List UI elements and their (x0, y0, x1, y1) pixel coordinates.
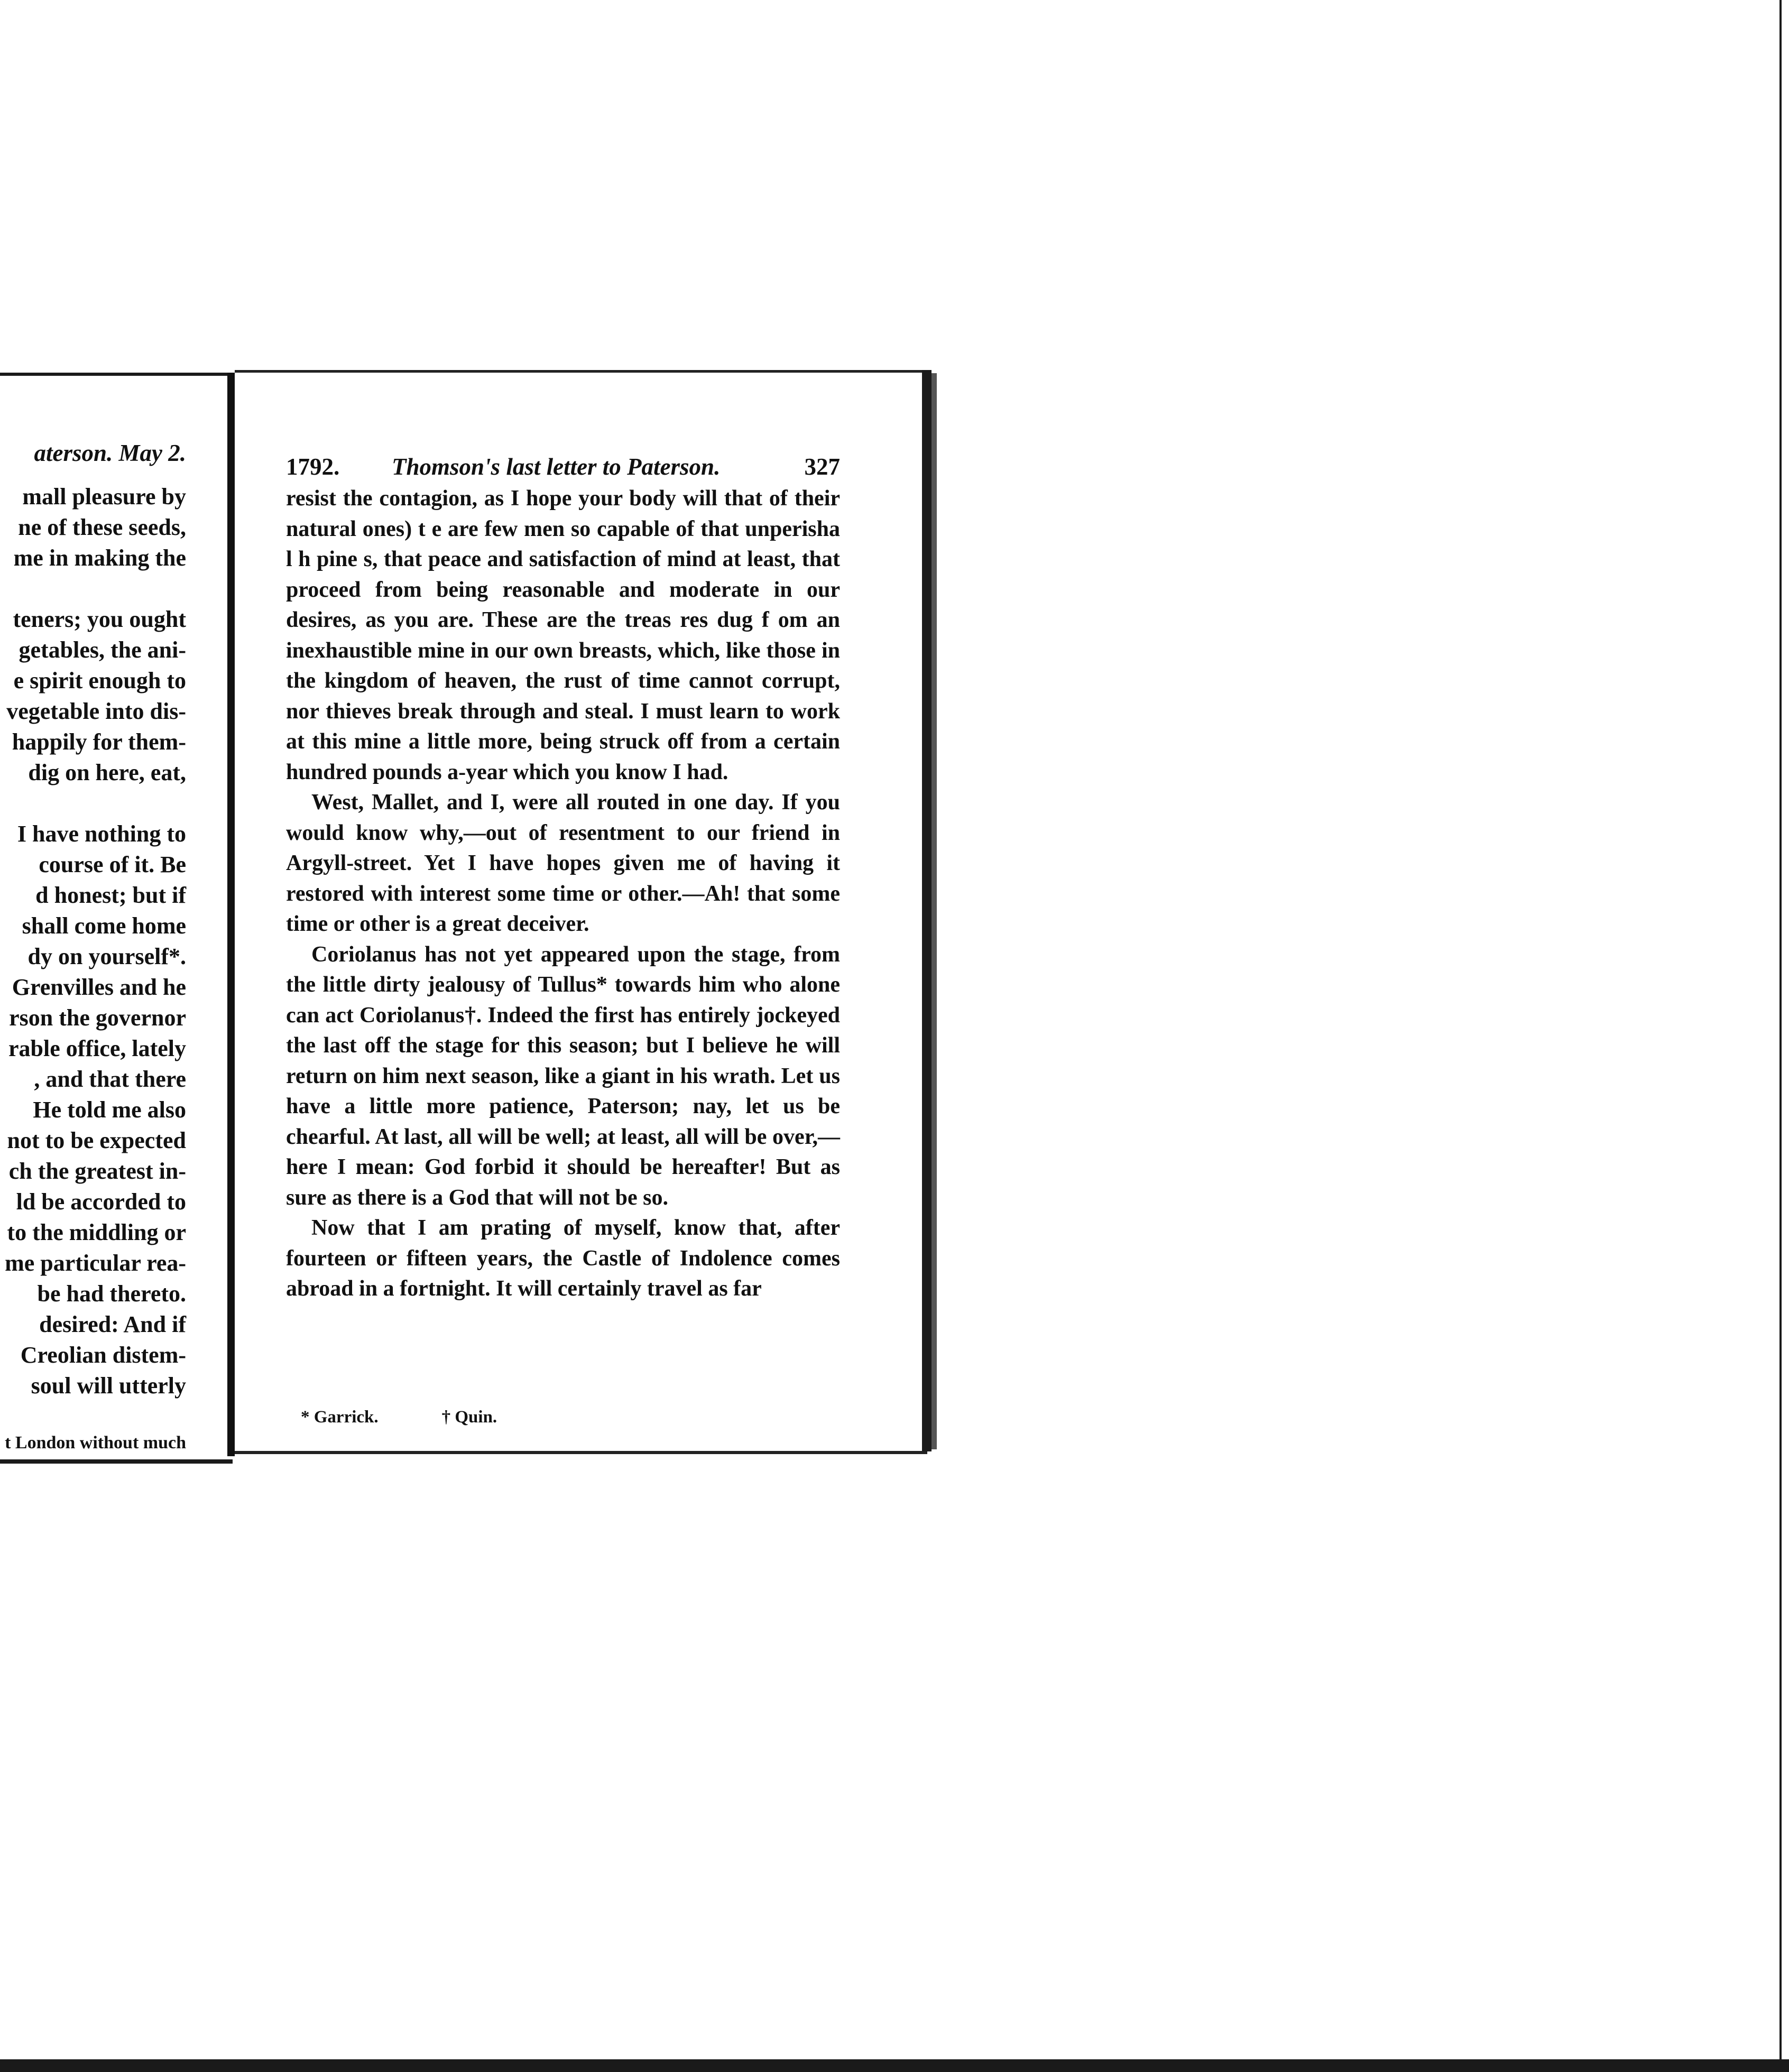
left-text-line: happily for them- (12, 729, 186, 755)
paragraph: Coriolanus has not yet appeared upon the stage, from the little dirty jealousy of Tullus* towards him who alone can act Coriolanus†. Indeed the first has entirely jockeyed the last off the stage for this season; but I believe he will return on him next season, like a giant in his wrath. Let us have a little more patience, Paterson; nay, let us be chearful. At last, all will be well; at least, all will be over,—here I mean: God forbid it should be hereafter! But as sure as there is a God that will not be so. (286, 942, 840, 1210)
left-text-line: desired: And if (39, 1311, 186, 1337)
scan-edge-right (1779, 0, 1782, 2072)
left-text-line: shall come home (22, 913, 186, 939)
left-text-line: Grenvilles and he (12, 974, 186, 1000)
left-text-line: to the middling or (7, 1219, 186, 1245)
left-text-line: not to be expected (7, 1127, 186, 1153)
footnote-quin: † Quin. (441, 1408, 497, 1427)
paragraph: Now that I am prating of myself, know that, after fourteen or fifteen years, the Castle of Indolence comes abroad in a fortnight. It will certainly travel as far (286, 1216, 840, 1301)
running-head (286, 453, 840, 483)
left-text-line: ch the greatest in- (8, 1158, 186, 1184)
left-text-line: d honest; but if (35, 882, 186, 908)
page-edge-thickness (922, 370, 932, 1451)
left-text-line: dig on here, eat, (28, 760, 186, 785)
left-text-line: ne of these seeds, (18, 514, 186, 540)
left-text-line: dy on yourself*. (27, 944, 186, 969)
right-page (235, 370, 927, 1454)
scan-edge-bottom (0, 2059, 1789, 2072)
running-head-title: Thomson's last letter to Paterson. (392, 454, 721, 480)
running-head-year: 1792. (286, 454, 340, 480)
left-text-line: me in making the (13, 545, 186, 571)
left-text-line (5, 788, 186, 819)
book-gutter (227, 373, 235, 1456)
page-edge-shadow (932, 373, 937, 1449)
left-footnote: t London without much (5, 1433, 186, 1453)
footnote-garrick: * Garrick. (301, 1408, 379, 1427)
left-text-line: , and that there (34, 1066, 186, 1092)
left-text-line: mall pleasure by (22, 484, 186, 510)
left-text-line: vegetable into dis- (6, 698, 186, 724)
left-text-line: rable office, lately (8, 1035, 186, 1061)
left-text-line: I have nothing to (17, 821, 186, 847)
left-text-line: teners; you ought (13, 606, 186, 632)
left-running-head: aterson. May 2. (34, 440, 186, 466)
left-text-line: getables, the ani- (19, 637, 186, 663)
left-text-line: course of it. Be (39, 852, 186, 877)
page-number: 327 (804, 454, 840, 480)
footnotes (301, 1408, 497, 1427)
left-text-line: soul will utterly (31, 1373, 186, 1399)
paragraph: resist the contagion, as I hope your body will that of their natural ones) t e are few men so capable of that unperisha l h pine s, that peace and satisfaction of mind at least, that proceed from being reasonable and moderate in our desires, as you are. These are the treas res dug f om an inexhaustible mine in our own breasts, which, like those in the kingdom of heaven, the rust of time cannot corrupt, nor thieves break through and steal. I must learn to work at this mine a little more, being struck off from a certain hundred pounds a-year which you know I had. (286, 486, 840, 784)
body-text (286, 484, 840, 1305)
left-text-line: Creolian distem- (20, 1342, 186, 1368)
left-text-line: rson the governor (9, 1005, 186, 1031)
left-text-line: be had thereto. (37, 1281, 186, 1307)
left-text-line: He told me also (33, 1097, 186, 1123)
left-text-line (5, 574, 186, 604)
left-page-text (5, 482, 186, 1401)
left-text-line: e spirit enough to (13, 668, 186, 693)
left-text-line: ld be accorded to (16, 1189, 186, 1215)
left-page (0, 373, 233, 1464)
paragraph: West, Mallet, and I, were all routed in one day. If you would know why,—out of resentment to our friend in Argyll-street. Yet I have hopes given me of having it restored with interest some time or other.—Ah! that some time or other is a great deceiver. (286, 790, 840, 936)
left-text-line: me particular rea- (5, 1250, 186, 1276)
